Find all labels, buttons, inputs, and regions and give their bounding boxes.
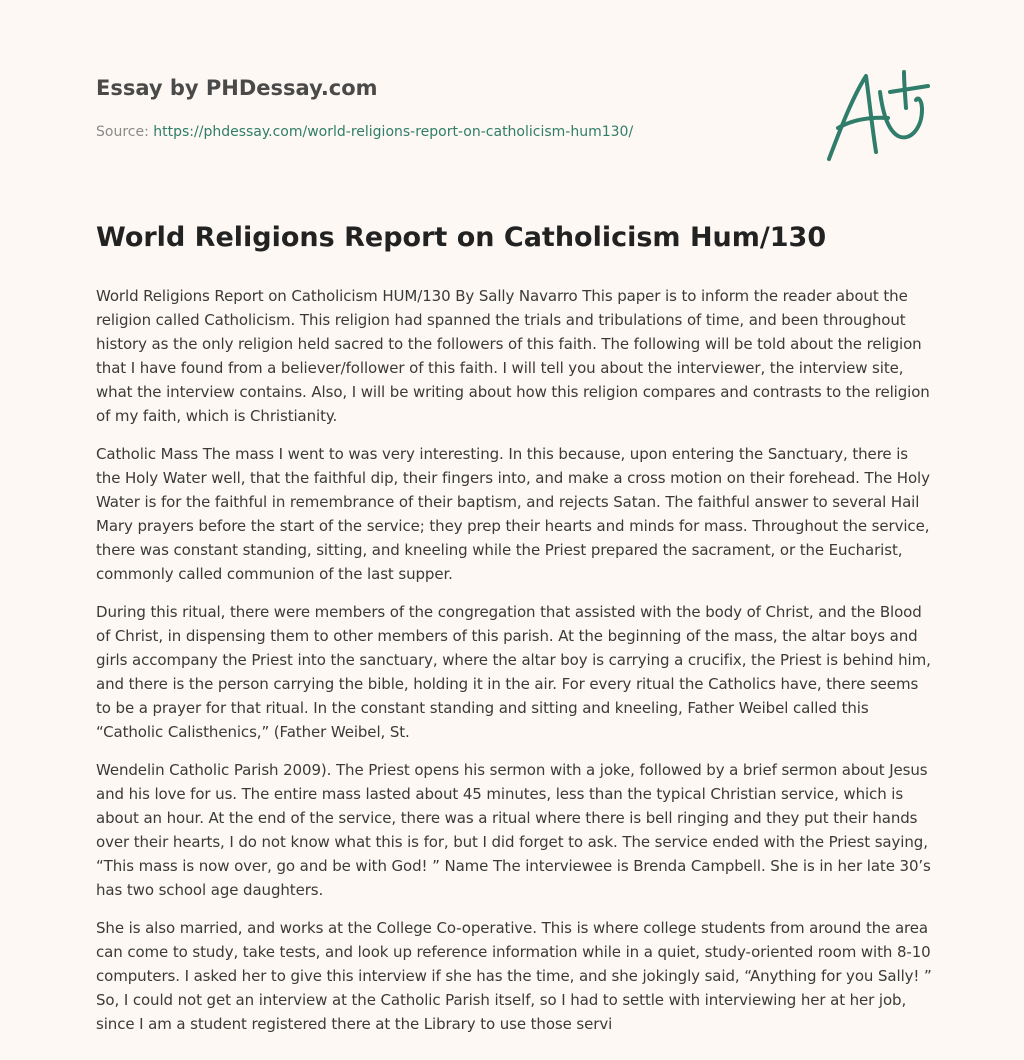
source-link[interactable]: https://phdessay.com/world-religions-report-on-catholicism-hum130/ — [153, 124, 634, 140]
document-body — [96, 284, 932, 1050]
paragraph: She is also married, and works at the College Co-operative. This is where college students from around the area can come to study, take tests, and look up reference information while in a quiet, study-oriented room with 8-10 computers. I asked her to give this interview if she has the time, and she jokingly said, “Anything for you Sally! ” So, I could not get an interview at the Catholic Parish itself, so I had to settle with interviewing her at her job, since I am a student registered there at the Library to use those servi — [96, 919, 932, 1033]
paragraph: Catholic Mass The mass I went to was very interesting. In this because, upon entering the Sanctuary, there is the Holy Water well, that the faithful dip, their fingers into, and make a cross motion on their forehead. The Holy Water is for the faithful in remembrance of their baptism, and rejects Satan. The faithful answer to several Hail Mary prayers before the start of the service; they prep their hearts and minds for mass. Throughout the service, there was constant standing, sitting, and kneeling while the Priest prepared the sacrament, or the Eucharist, commonly called communion of the last supper. — [96, 445, 930, 583]
paragraph: Wendelin Catholic Parish 2009). The Priest opens his sermon with a joke, followed by a brief sermon about Jesus and his love for us. The entire mass lasted about 45 minutes, less than the typical Christian service, which is about an hour. At the end of the service, there was a ritual where there is bell ringing and they put their hands over their hearts, I do not know what this is for, but I did forget to ask. The service ended with the Priest saying, “This mass is now over, go and be with God! ” Name The interviewee is Brenda Campbell. She is in her late 30’s has two school age daughters. — [96, 761, 931, 899]
a-plus-logo-icon — [822, 68, 932, 168]
document-title: World Religions Report on Catholicism Hum/130 — [96, 222, 827, 253]
source-line — [96, 124, 633, 140]
site-title: Essay by PHDessay.com — [96, 76, 378, 100]
source-label: Source: — [96, 124, 154, 140]
paragraph: World Religions Report on Catholicism HUM/130 By Sally Navarro This paper is to inform the reader about the religion called Catholicism. This religion had spanned the trials and tribulations of time, and been throughout history as the only religion held sacred to the followers of this faith. The following will be told about the religion that I have found from a believer/follower of this faith. I will tell you about the interviewer, the interview site, what the interview contains. Also, I will be writing about how this religion compares and contrasts to the religion of my faith, which is Christianity. — [96, 287, 930, 425]
paragraph: During this ritual, there were members of the congregation that assisted with the body of Christ, and the Blood of Christ, in dispensing them to other members of this parish. At the beginning of the mass, the altar boys and girls accompany the Priest into the sanctuary, where the altar boy is carrying a crucifix, the Priest is behind him, and there is the person carrying the bible, holding it in the air. For every ritual the Catholics have, there seems to be a prayer for that ritual. In the constant standing and sitting and kneeling, Father Weibel called this “Catholic Calisthenics,” (Father Weibel, St. — [96, 603, 931, 741]
